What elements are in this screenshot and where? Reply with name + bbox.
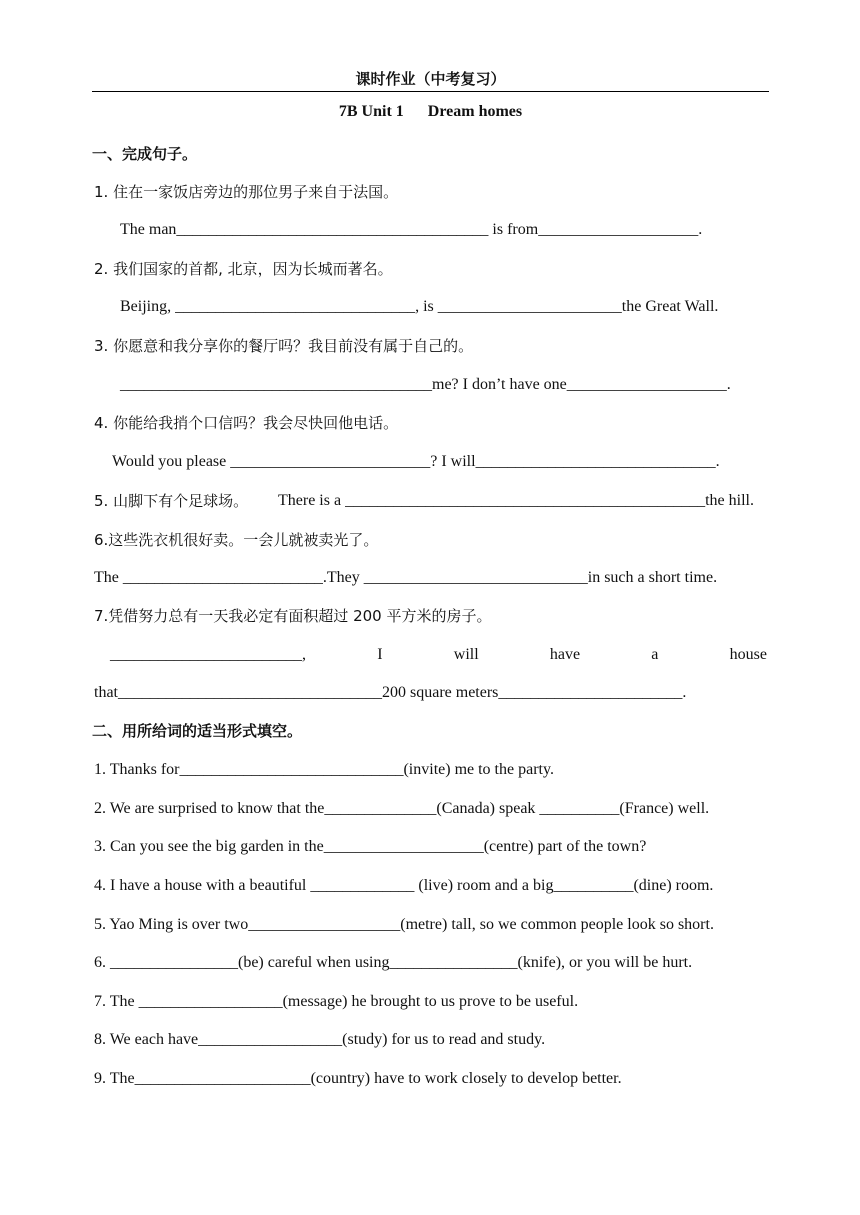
fill-item-6: 6. ________________(be) careful when using________________(knife), or you will be hurt.	[94, 954, 693, 971]
fill-item-4: 4. I have a house with a beautiful _____________ (live) room and a big__________(dine) room.	[94, 877, 714, 894]
q2-chinese: 2. 我们国家的首都, 北京，因为长城而著名。	[94, 260, 393, 278]
fill-item-7: 7. The __________________(message) he brought to us prove to be useful.	[94, 993, 579, 1010]
q1-english: The man_______________________________________ is from____________________.	[120, 221, 703, 238]
q7-word: have	[549, 646, 581, 663]
q7-word: a	[651, 646, 659, 663]
q7-word: I	[377, 646, 383, 663]
q7-english-line1	[110, 645, 767, 665]
section-2-heading: 二、用所给词的适当形式填空。	[92, 722, 303, 740]
fill-item-9: 9. The______________________(country) have to work closely to develop better.	[94, 1070, 622, 1087]
q3-chinese: 3. 你愿意和我分享你的餐厅吗？我目前没有属于自己的。	[94, 337, 474, 355]
fill-item-2: 2. We are surprised to know that the______________(Canada) speak __________(France) well.	[94, 800, 710, 817]
q7-word: ________________________,	[110, 646, 306, 663]
fill-item-3: 3. Can you see the big garden in the____________________(centre) part of the town?	[94, 838, 647, 855]
q1-chinese: 1. 住在一家饭店旁边的那位男子来自于法国。	[94, 183, 399, 201]
fill-item-5: 5. Yao Ming is over two___________________(metre) tall, so we common people look so short.	[94, 916, 714, 933]
q5-chinese: 5. 山脚下有个足球场。	[94, 492, 249, 510]
q3-english: _______________________________________me? I don’t have one____________________.	[120, 376, 731, 393]
q7-word: will	[453, 646, 479, 663]
page-title: 7B Unit 1 Dream homes	[338, 103, 523, 120]
q2-english: Beijing, ______________________________, is _______________________the Great Wall.	[120, 298, 719, 315]
q5-english: There is a _____________________________________________the hill.	[278, 492, 754, 509]
q7-chinese: 7.凭借努力总有一天我必定有面积超过 200 平方米的房子。	[94, 607, 492, 625]
q6-english: The _________________________.They ____________________________in such a short time.	[94, 569, 718, 586]
fill-item-1: 1. Thanks for____________________________(invite) me to the party.	[94, 761, 554, 778]
q7-word: house	[729, 646, 767, 663]
q4-chinese: 4. 你能给我捎个口信吗？我会尽快回他电话。	[94, 414, 399, 432]
q7-english-line2: that_________________________________200 square meters_______________________.	[94, 684, 687, 701]
fill-item-8: 8. We each have__________________(study) for us to read and study.	[94, 1031, 546, 1048]
q4-english: Would you please _________________________? I will______________________________.	[112, 453, 720, 470]
q6-chinese: 6.这些洗衣机很好卖。一会儿就被卖光了。	[94, 531, 379, 549]
page-header: 课时作业（中考复习）	[92, 68, 769, 92]
section-1-heading: 一、完成句子。	[92, 145, 198, 163]
